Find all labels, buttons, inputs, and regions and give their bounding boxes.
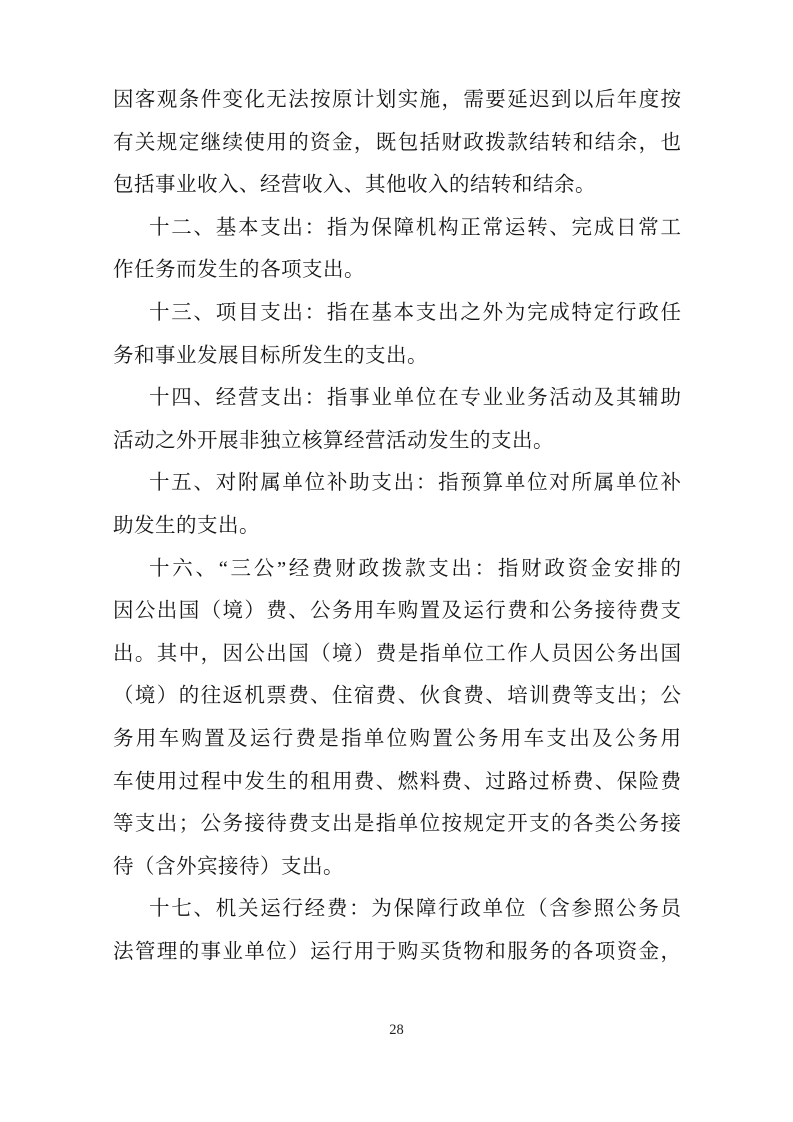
text-line: 十七、机关运行经费：为保障行政单位（含参照公务员 <box>149 898 681 921</box>
text-line: （境）的往返机票费、住宿费、伙食费、培训费等支出；公 <box>113 685 681 708</box>
text-line: 十六、“三公”经费财政拨款支出：指财政资金安排的 <box>149 557 681 580</box>
text-line: 十五、对附属单位补助支出：指预算单位对所属单位补 <box>149 472 681 495</box>
text-line: 活动之外开展非独立核算经营活动发生的支出。 <box>113 429 554 452</box>
text-line: 车使用过程中发生的租用费、燃料费、过路过桥费、保险费 <box>113 770 681 793</box>
page-number: 28 <box>389 1022 404 1038</box>
text-line: 包括事业收入、经营收入、其他收入的结转和结余。 <box>113 174 596 197</box>
document-text-block <box>113 79 681 973</box>
text-line: 务和事业发展目标所发生的支出。 <box>113 344 428 367</box>
text-line: 十三、项目支出：指在基本支出之外为完成特定行政任 <box>149 301 681 324</box>
text-line: 有关规定继续使用的资金，既包括财政拨款结转和结余，也 <box>113 131 681 154</box>
text-line: 助发生的支出。 <box>113 514 260 537</box>
text-line: 法管理的事业单位）运行用于购买货物和服务的各项资金， <box>113 940 681 963</box>
text-line: 作任务而发生的各项支出。 <box>113 259 365 282</box>
text-line: 十二、基本支出：指为保障机构正常运转、完成日常工 <box>149 216 681 239</box>
text-line: 因公出国（境）费、公务用车购置及运行费和公务接待费支 <box>113 600 681 623</box>
text-line: 待（含外宾接待）支出。 <box>113 855 344 878</box>
text-line: 因客观条件变化无法按原计划实施，需要延迟到以后年度按 <box>113 89 681 111</box>
text-line: 等支出；公务接待费支出是指单位按规定开支的各类公务接 <box>113 813 681 836</box>
text-line: 务用车购置及运行费是指单位购置公务用车支出及公务用 <box>113 727 681 750</box>
text-line: 出。其中，因公出国（境）费是指单位工作人员因公务出国 <box>113 642 681 665</box>
text-line: 十四、经营支出：指事业单位在专业业务活动及其辅助 <box>149 387 681 410</box>
